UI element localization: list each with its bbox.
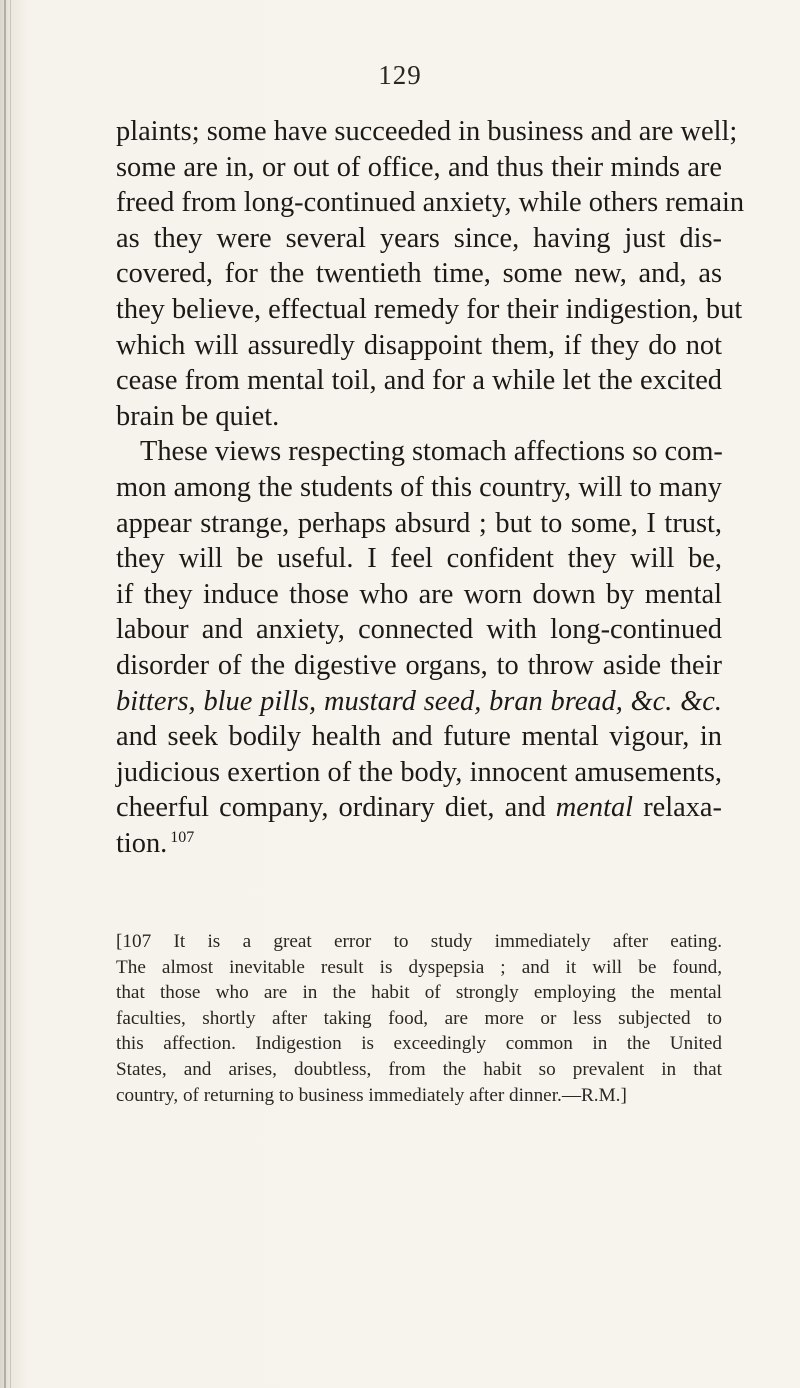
last-word: tion. [116, 827, 168, 859]
text-line-italic-remedies [116, 684, 722, 720]
italic-bitters: bitters, [116, 685, 196, 717]
footnote-line-2: The almost inevitable result is dyspepsia ; and it will be found, [116, 956, 722, 978]
text-line-15: labour and anxiety, connected with long-continued [116, 614, 722, 646]
text-line-3: freed from long-continued anxiety, while others remain [116, 187, 745, 219]
footnote-line-7: country, of returning to business immediately after dinner.—R.M.] [116, 1084, 627, 1106]
footnote-line-1: [107 It is a great error to study immediately after eating. [116, 931, 722, 952]
text-line-12: appear strange, perhaps absurd ; but to some, I trust, [116, 507, 722, 539]
footnote-line-4: faculties, shortly after taking food, are more or less subjected to [116, 1007, 722, 1029]
text-line-14: if they induce those who are worn down by mental [116, 578, 722, 610]
mental-line-post: relaxa- [643, 792, 722, 824]
italic-etc-2: &c. [680, 685, 722, 717]
text-line-4: as they were several years since, having just dis- [116, 222, 722, 254]
text-line-2: some are in, or out of office, and thus their minds are [116, 151, 722, 183]
text-line-8: cease from mental toil, and for a while let the excited [116, 365, 722, 397]
page-number: 129 [378, 60, 422, 90]
italic-mustard-seed: mustard seed, [323, 685, 482, 717]
text-line-16: disorder of the digestive organs, to throw aside their [116, 649, 722, 681]
italic-etc-1: &c. [630, 685, 673, 717]
text-line-5: covered, for the twentieth time, some new, and, as [116, 258, 722, 290]
text-line-9: brain be quiet. [116, 400, 280, 432]
footnote-reference: 107 [170, 828, 195, 846]
italic-bran-bread: bran bread, [489, 685, 623, 717]
text-line-10: These views respecting stomach affections so com- [140, 436, 723, 468]
mental-line-pre: cheerful company, ordinary diet, and [116, 792, 546, 824]
text-line-18: and seek bodily health and future mental vigour, in [116, 721, 722, 753]
text-line-13: they will be useful. I feel confident they will be, [116, 543, 722, 575]
binding-edge-inner [10, 0, 11, 1388]
footnote-line-6: States, and arises, doubtless, from the habit so prevalent in that [116, 1058, 722, 1080]
text-line-19: judicious exertion of the body, innocent amusements, [116, 756, 722, 788]
text-line-20 [116, 790, 722, 826]
text-line-7: which will assuredly disappoint them, if they do not [116, 329, 722, 361]
italic-blue-pills: blue pills, [203, 685, 317, 717]
text-line-6: they believe, effectual remedy for their indigestion, but [116, 293, 743, 325]
text-line-1: plaints; some have succeeded in business and are well; [116, 116, 738, 147]
text-line-last [116, 826, 722, 862]
body-text [116, 114, 745, 861]
text-line-11: mon among the students of this country, will to many [116, 471, 722, 503]
footnote-line-3: that those who are in the habit of strongly employing the mental [116, 982, 722, 1004]
binding-edge [4, 0, 6, 1388]
footnote-line-5: this affection. Indigestion is exceedingly common in the United [116, 1033, 722, 1055]
italic-mental: mental [555, 792, 634, 824]
footnote [116, 929, 722, 1108]
